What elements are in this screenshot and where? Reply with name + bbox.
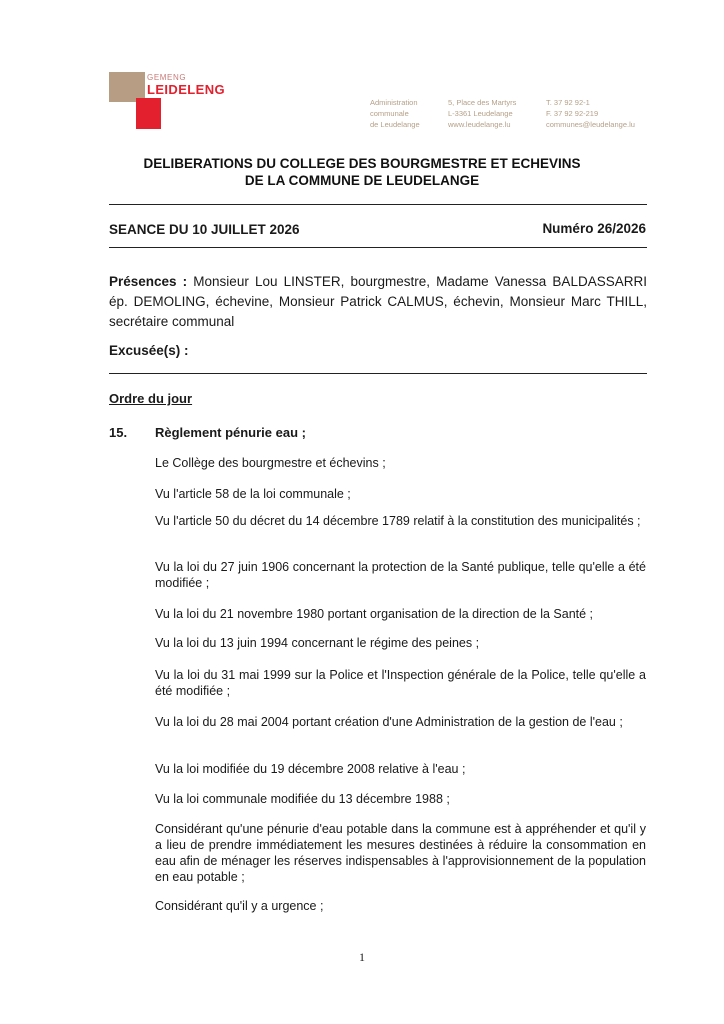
- document-title-line2: DE LA COMMUNE DE LEUDELANGE: [244, 173, 480, 188]
- document-title-line1: DELIBERATIONS DU COLLEGE DES BOURGMESTRE ET ECHEVINS: [143, 156, 581, 171]
- paragraph: Considérant qu'une pénurie d'eau potable dans la commune est à appréhender et qu'il y a lieu de prendre immédiatement les mesures destinées à réduire la consommation en eau afin de ménager les réserves indispensables à l'approvisionnement de la population en eau potable ;: [155, 822, 646, 884]
- divider: [109, 373, 647, 374]
- divider: [109, 247, 647, 248]
- paragraph: Vu la loi du 31 mai 1999 sur la Police et l'Inspection générale de la Police, telle qu'elle a été modifiée ;: [155, 668, 646, 698]
- paragraph: Le Collège des bourgmestre et échevins ;: [155, 456, 386, 470]
- presences-text: Monsieur Lou LINSTER, bourgmestre, Madame Vanessa BALDASSARRI ép. DEMOLING, échevine, Monsieur Patrick CALMUS, échevin, Monsieur Marc THILL, secrétaire communal: [109, 274, 647, 329]
- agenda-item-title: Règlement pénurie eau ;: [155, 425, 306, 440]
- commune-logo: [109, 72, 239, 130]
- paragraph: Vu l'article 58 de la loi communale ;: [155, 487, 351, 501]
- paragraph: Considérant qu'il y a urgence ;: [155, 899, 324, 913]
- ordre-du-jour-heading: Ordre du jour: [109, 391, 193, 406]
- presences-block: [109, 272, 647, 332]
- address-contact: T. 37 92 92-1 F. 37 92 92-219 communes@leudelange.lu: [546, 98, 635, 129]
- presences-label: Présences :: [109, 274, 188, 289]
- logo-text-gemeng: GEMENG: [147, 73, 187, 82]
- seance-date: SEANCE DU 10 JUILLET 2026: [109, 222, 300, 237]
- divider: [109, 204, 647, 205]
- paragraph: Vu la loi du 27 juin 1906 concernant la protection de la Santé publique, telle qu'elle a été modifiée ;: [155, 560, 646, 590]
- logo-red-square: [136, 98, 161, 129]
- excusees-label: Excusée(s) :: [109, 343, 189, 358]
- paragraph: Vu l'article 50 du décret du 14 décembre 1789 relatif à la constitution des municipalités ;: [155, 514, 641, 528]
- logo-text-leideleng: LEIDELENG: [147, 82, 225, 97]
- paragraph: Vu la loi communale modifiée du 13 décembre 1988 ;: [155, 792, 450, 806]
- address-administration: Administration communale de Leudelange: [370, 98, 420, 129]
- paragraph: Vu la loi du 28 mai 2004 portant création d'une Administration de la gestion de l'eau ;: [155, 715, 623, 729]
- paragraph: Vu la loi du 21 novembre 1980 portant organisation de la direction de la Santé ;: [155, 607, 594, 621]
- paragraph: Vu la loi modifiée du 19 décembre 2008 relative à l'eau ;: [155, 762, 466, 776]
- paragraph: Vu la loi du 13 juin 1994 concernant le régime des peines ;: [155, 636, 480, 650]
- address-location: 5, Place des Martyrs L-3361 Leudelange www.leudelange.lu: [448, 98, 517, 129]
- agenda-item-number: 15.: [109, 425, 128, 440]
- page-number: 1: [359, 950, 365, 964]
- seance-number: Numéro 26/2026: [542, 221, 646, 236]
